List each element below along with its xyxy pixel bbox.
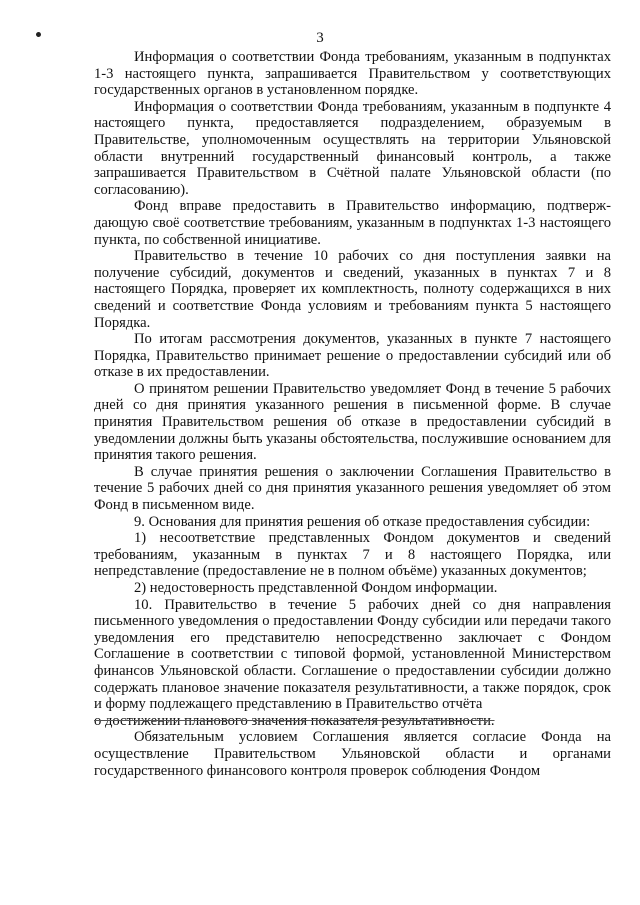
paragraph: Обязательным условием Соглашения является согласие Фонда на осуществление Правительством Ульяновской области и органами государственного финансового контроля проверок соблюдения Фондом <box>94 729 611 779</box>
paragraph: По итогам рассмотрения документов, указанных в пункте 7 настоящего Порядка, Правительство принимает решение о предоставлении субсидий или об отказе в их предоставлении. <box>94 331 611 381</box>
section-heading-10: 10. Правительство в течение 5 рабочих дней со дня направления письменного уведомления о предоставлении Фонду субсидии или передачи такого уведомления его представителю непосредственно заключает с Фондом Соглашение в соответствии с типовой формой, установленной Министерством финансов Ульяновской области. Соглашение о предоставлении субсидии должно содержать плановое значение показателя результативности, а также порядок, срок и форму подлежащего представлению в Правительство отчёта <box>94 596 611 713</box>
struck-line <box>94 713 611 730</box>
paragraph: Правительство в течение 10 рабочих со дня поступления заявки на получение субсидий, документов и сведений, указанных в пунктах 7 и 8 настоящего Порядка, проверяет их комплектность, полноту содержащихся в них сведений и соответствие Фонда условиям и требованиям пункта 5 настоящего Порядка. <box>94 248 611 331</box>
list-item: 2) недостоверность представленной Фондом информации. <box>134 580 498 596</box>
struck-text: о достижении планового значения показателя результативности. <box>94 712 495 729</box>
paragraph: Фонд вправе предоставить в Правительство информацию, подтверж-дающую своё соответствие требованиям, указанным в подпунктах 1-3 настоящего пункта, по собственной инициативе. <box>94 198 611 248</box>
list-item: 1) несоответствие представленных Фондом документов и сведений требованиям, указанным в пунктах 7 и 8 настоящего Порядка, или непредставление (предоставление не в полном объёме) указанных документов; <box>94 530 611 580</box>
paragraph: О принятом решении Правительство уведомляет Фонд в течение 5 рабочих дней со дня принятия указанного решения в письменной форме. В случае принятия Правительством решения об отказе в предоставлении субсидий в уведомлении должны быть указаны обстоятельства, послужившие основанием для принятия такого решения. <box>94 380 611 464</box>
paragraph: Информация о соответствии Фонда требованиям, указанным в подпунктах 1-3 настоящего пункта, запрашивается Правительством у соответствующих государственных органов в установленном порядке. <box>94 49 611 99</box>
section-heading-9: 9. Основания для принятия решения об отказе предоставления субсидии: <box>134 513 591 530</box>
page-number: 3 <box>316 30 324 46</box>
paragraph: В случае принятия решения о заключении Соглашения Правительство в течение 5 рабочих дней со дня принятия указанного решения уведомляет об этом Фонд в письменном виде. <box>94 463 611 514</box>
document-body <box>94 49 611 779</box>
paragraph: Информация о соответствии Фонда требованиям, указанным в подпункте 4 настоящего пункта, предоставляется подразделением, образуемым в Правительстве, уполномоченным осуществлять на территории Ульяновской области внутренний государственный финансовый контроль, а также запрашивается Правительством в Счётной палате Ульяновской области (по согласованию). <box>94 98 611 198</box>
